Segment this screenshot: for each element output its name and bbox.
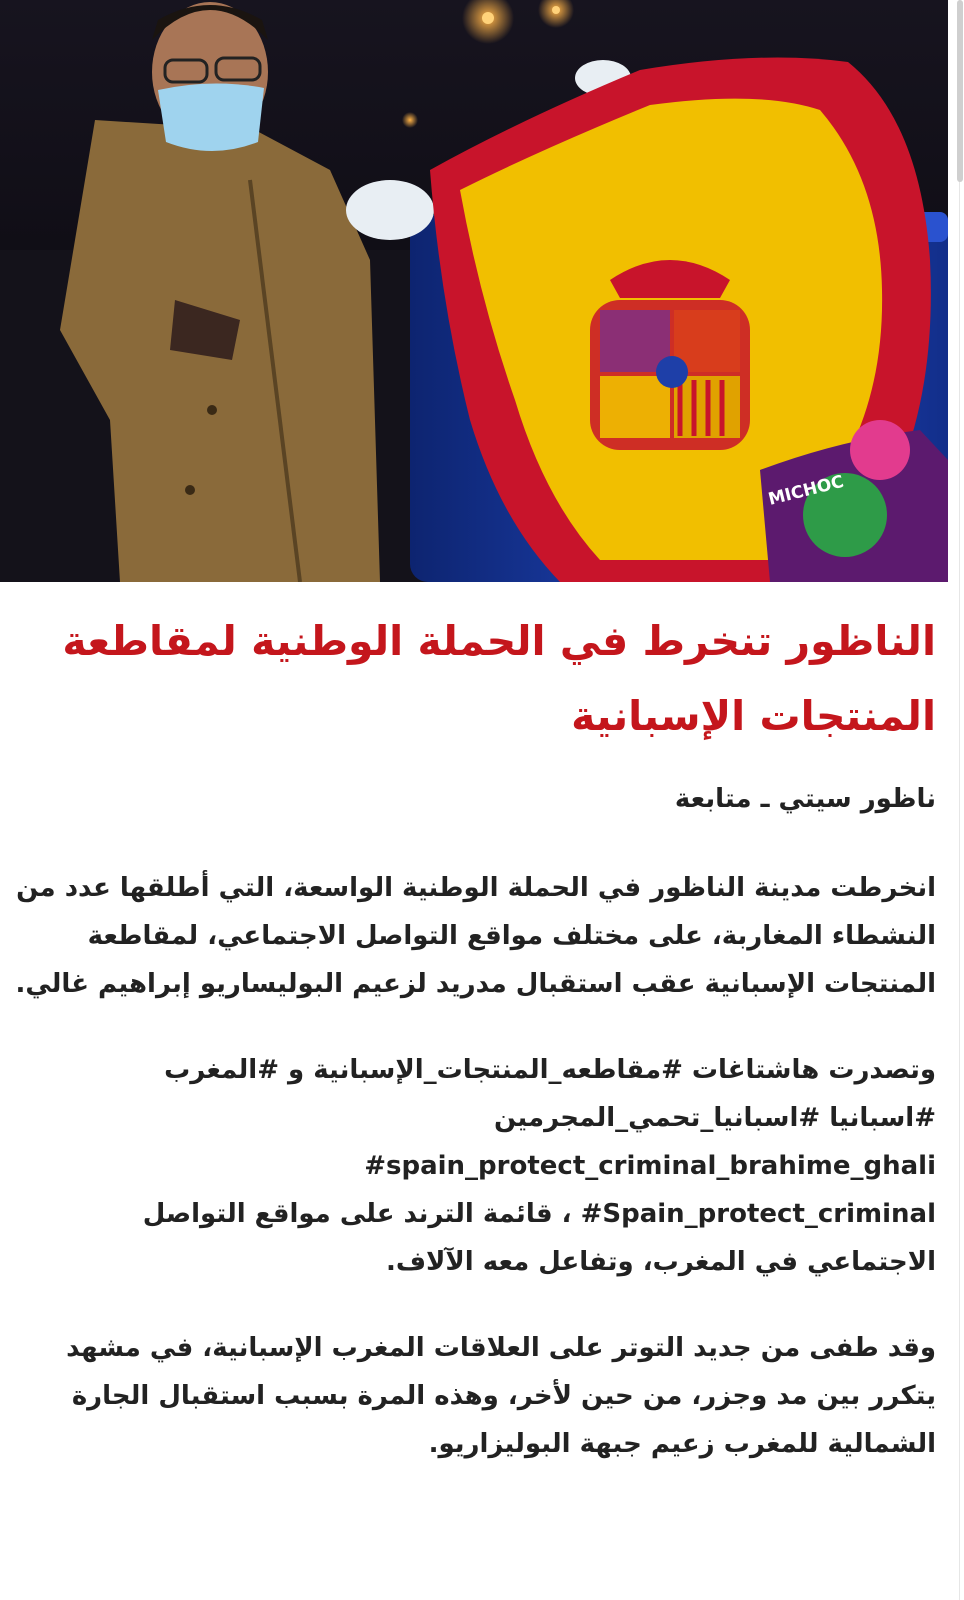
hero-photo-illustration (0, 0, 948, 582)
article-title: الناظور تنخرط في الحملة الوطنية لمقاطعة المنتجات الإسبانية (62, 617, 936, 740)
hashtags-line-1: وتصدرت هاشتاغات #مقاطعه_المنتجات_الإسبانية و #المغرب (164, 1055, 936, 1085)
article-byline: ناظور سيتي ـ متابعة (674, 784, 936, 814)
article-paragraph-1: انخرطت مدينة الناظور في الحملة الوطنية الواسعة، التي أطلقها عدد من النشطاء المغاربة، على مختلف مواقع التواصل الاجتماعي، لمقاطعة المنتجات الإسبانية عقب استقبال مدريد لزعيم البوليساريو إبراهيم غالي. (15, 873, 936, 999)
scrollbar[interactable] (948, 0, 964, 1600)
hashtags-line-2: #اسبانيا #اسبانيا_تحمي_المجرمين (494, 1103, 936, 1133)
article-paragraph-2 (14, 1046, 936, 1286)
packet-label: MICHOC (766, 471, 846, 510)
glove (346, 180, 434, 240)
scrollbar-thumb[interactable] (957, 0, 963, 182)
face-mask (158, 83, 264, 151)
article (14, 600, 936, 1468)
article-paragraph-3: وقد طفى من جديد التوتر على العلاقات المغرب الإسبانية، في مشهد يتكرر بين مد وجزر، من حين لأخر، وهذه المرة بسبب استقبال الجارة الشمالية للمغرب زعيم جبهة البوليزاريو. (66, 1333, 936, 1459)
hashtag-spain-protect-criminal-brahime-ghali[interactable]: #spain_protect_criminal_brahime_ghali (364, 1151, 936, 1181)
hero-photo (0, 0, 948, 582)
scrollbar-track[interactable] (959, 0, 960, 1600)
hashtag-spain-protect-criminal[interactable]: #Spain_protect_criminal (580, 1199, 936, 1229)
paragraph-2-rest: ، قائمة الترند على مواقع التواصل الاجتماعي في المغرب، وتفاعل معه الآلاف. (142, 1199, 936, 1277)
